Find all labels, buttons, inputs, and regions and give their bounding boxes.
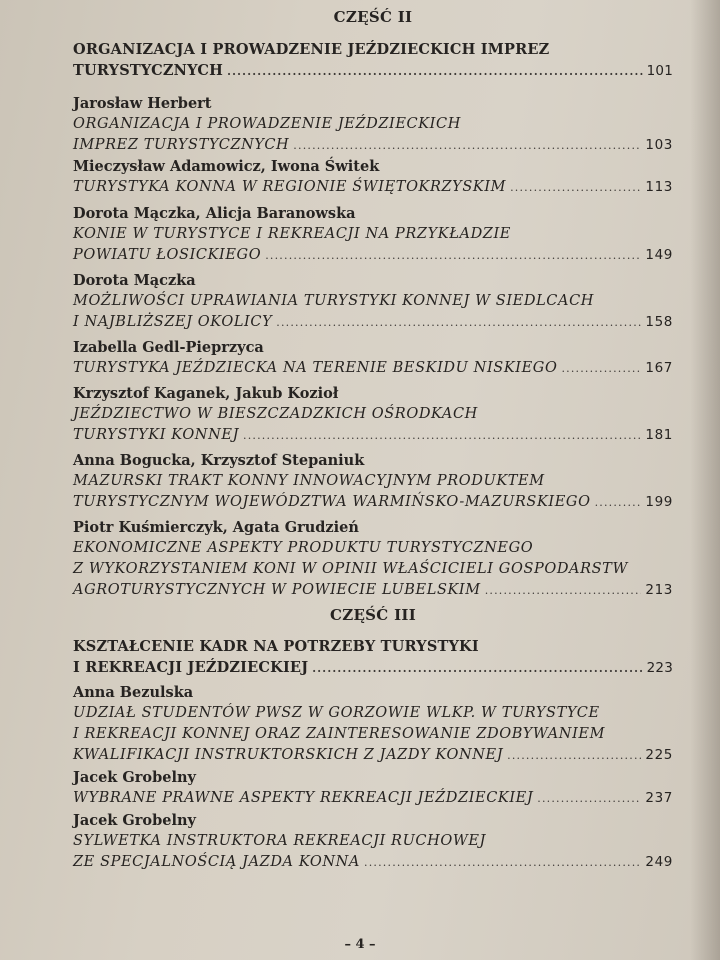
page-number: 225 xyxy=(645,747,673,763)
toc-entry xyxy=(73,156,673,198)
dot-leader xyxy=(537,788,641,809)
entry-title-line: AGROTURYSTYCZNYCH W POWIECIE LUBELSKIM ..... 213 xyxy=(73,580,673,601)
part-3-heading: CZĘŚĆ III xyxy=(329,606,417,624)
page-folio: – 4 – xyxy=(344,937,376,952)
entry-title-line: MOŻLIWOŚCI UPRAWIANIA TURYSTYKI KONNEJ W SIEDLCACH xyxy=(73,293,595,309)
entry-author: Piotr Kuśmierczyk, Agata Grudzień xyxy=(73,519,359,536)
entry-author: Jacek Grobelny xyxy=(73,812,196,829)
dot-leader xyxy=(243,425,641,446)
section-title-line: I REKREACJI JEŹDZIECKIEJ ..... 223 xyxy=(73,657,673,679)
page-edge-shadow xyxy=(690,0,720,960)
entry-title-line: TURYSTYKA JEŹDZIECKA NA TERENIE BESKIDU NISKIEGO ..... 167 xyxy=(73,358,673,379)
dot-leader xyxy=(364,852,641,873)
page-number: 158 xyxy=(645,314,673,330)
entry-title-line: IMPREZ TURYSTYCZNYCH ..... 103 xyxy=(73,135,673,156)
entry-title-line: KONIE W TURYSTYCE I REKREACJI NA PRZYKŁADZIE xyxy=(73,226,511,242)
entry-title-line: TURYSTYKI KONNEJ ..... 181 xyxy=(73,425,673,446)
part-2-heading: CZĘŚĆ II xyxy=(333,8,413,26)
entry-title-line: EKONOMICZNE ASPEKTY PRODUKTU TURYSTYCZNEGO xyxy=(73,540,534,556)
entry-title-line: ORGANIZACJA I PROWADZENIE JEŹDZIECKICH xyxy=(73,116,461,132)
toc-entry xyxy=(73,203,673,266)
entry-title-line: JEŹDZIECTWO W BIESZCZADZKICH OŚRODKACH xyxy=(73,406,478,422)
entry-author: Dorota Mączka xyxy=(73,272,196,289)
part-3-section-title xyxy=(73,636,673,679)
section-title-line: ORGANIZACJA I PROWADZENIE JEŹDZIECKICH IMPREZ xyxy=(73,41,550,58)
dot-leader xyxy=(227,61,643,82)
dot-leader xyxy=(293,135,641,156)
page-number: 237 xyxy=(645,790,673,806)
toc-entry xyxy=(73,517,673,601)
entry-title-line: Z WYKORZYSTANIEM KONI W OPINII WŁAŚCICIELI GOSPODARSTW xyxy=(73,561,628,577)
entry-author: Mieczysław Adamowicz, Iwona Świtek xyxy=(73,158,380,175)
page-number: 101 xyxy=(646,63,673,79)
entry-title-line: ZE SPECJALNOŚCIĄ JAZDA KONNA ..... 249 xyxy=(73,852,673,873)
page-number: 213 xyxy=(645,582,673,598)
entry-title-line: SYLWETKA INSTRUKTORA REKREACJI RUCHOWEJ xyxy=(73,833,486,849)
page-number: 223 xyxy=(646,660,673,676)
page-number: 149 xyxy=(645,247,673,263)
page-number: 181 xyxy=(645,427,673,443)
dot-leader xyxy=(595,492,642,513)
entry-author: Dorota Mączka, Alicja Baranowska xyxy=(73,205,356,222)
entry-title-line: KWALIFIKACJI INSTRUKTORSKICH Z JAZDY KONNEJ ..... 225 xyxy=(73,745,673,766)
toc-entry xyxy=(73,682,673,766)
entry-title-line: UDZIAŁ STUDENTÓW PWSZ W GORZOWIE WLKP. W TURYSTYCE xyxy=(73,705,600,721)
entry-title-line: TURYSTYCZNYM WOJEWÓDZTWA WARMIŃSKO-MAZURSKIEGO ..... 199 xyxy=(73,492,673,513)
page-number: 199 xyxy=(645,494,673,510)
dot-leader xyxy=(485,580,642,601)
entry-author: Jacek Grobelny xyxy=(73,769,196,786)
toc-entry xyxy=(73,337,673,379)
page-number: 167 xyxy=(645,360,673,376)
section-title-line: TURYSTYCZNYCH ..... 101 xyxy=(73,60,673,82)
entry-author: Anna Bogucka, Krzysztof Stepaniuk xyxy=(73,452,365,469)
entry-title-line: POWIATU ŁOSICKIEGO ..... 149 xyxy=(73,245,673,266)
dot-leader xyxy=(561,358,641,379)
entry-author: Izabella Gedl-Pieprzyca xyxy=(73,339,264,356)
dot-leader xyxy=(510,177,641,198)
dot-leader xyxy=(507,745,641,766)
dot-leader xyxy=(276,312,641,333)
entry-author: Krzysztof Kaganek, Jakub Kozioł xyxy=(73,385,339,402)
entry-author: Anna Bezulska xyxy=(73,684,194,701)
toc-entry xyxy=(73,93,673,156)
page-number: 249 xyxy=(645,854,673,870)
dot-leader xyxy=(312,658,642,679)
toc-entry xyxy=(73,270,673,333)
entry-title-line: MAZURSKI TRAKT KONNY INNOWACYJNYM PRODUKTEM xyxy=(73,473,545,489)
entry-title-line: I REKREACJI KONNEJ ORAZ ZAINTERESOWANIE ZDOBYWANIEM xyxy=(73,726,606,742)
toc-entry xyxy=(73,767,673,809)
part-2-section-title xyxy=(73,39,673,82)
toc-entry xyxy=(73,383,673,446)
page-number: 103 xyxy=(645,137,673,153)
entry-title-line: TURYSTYKA KONNA W REGIONIE ŚWIĘTOKRZYSKIM ..... 113 xyxy=(73,177,673,198)
dot-leader xyxy=(265,245,641,266)
toc-entry xyxy=(73,450,673,513)
entry-title-line: I NAJBLIŻSZEJ OKOLICY ..... 158 xyxy=(73,312,673,333)
entry-author: Jarosław Herbert xyxy=(73,95,212,112)
entry-title-line: WYBRANE PRAWNE ASPEKTY REKREACJI JEŹDZIECKIEJ ..... 237 xyxy=(73,788,673,809)
toc-entry xyxy=(73,810,673,873)
section-title-line: KSZTAŁCENIE KADR NA POTRZEBY TURYSTYKI xyxy=(73,638,479,655)
page-number: 113 xyxy=(645,179,673,195)
